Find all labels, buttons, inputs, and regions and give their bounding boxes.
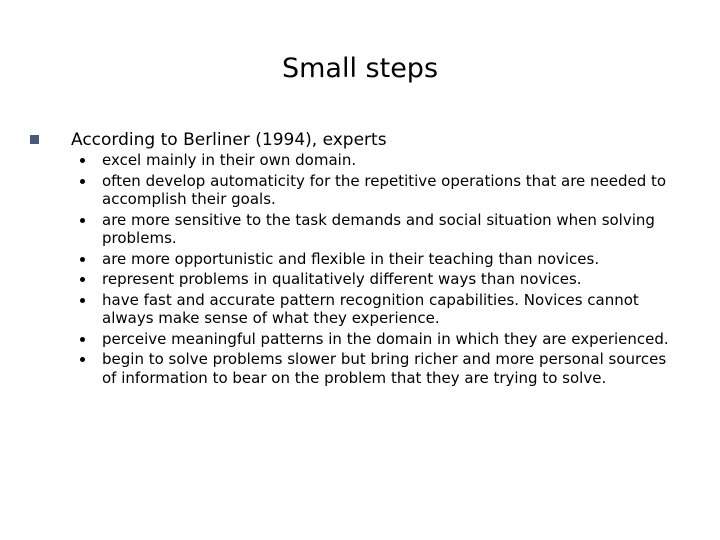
sub-bullet-item [75, 270, 672, 289]
slide-title: Small steps [281, 53, 439, 84]
dot-bullet-icon [80, 257, 85, 262]
sub-bullet-text: are more opportunistic and flexible in their teaching than novices. [102, 249, 600, 268]
sub-bullet-item [75, 211, 672, 248]
dot-bullet-icon [80, 158, 85, 163]
dot-bullet-icon [80, 277, 85, 282]
dot-bullet-icon [80, 357, 85, 362]
sub-bullet-item [75, 151, 672, 170]
sub-bullet-text: are more sensitive to the task demands and social situation when solving problems. [102, 210, 655, 247]
sub-bullet-item [75, 250, 672, 269]
sub-bullet-text: begin to solve problems slower but bring richer and more personal sources of information to bear on the problem that they are trying to solve. [102, 350, 667, 387]
dot-bullet-icon [80, 179, 85, 184]
dot-bullet-icon [80, 337, 85, 342]
sub-bullet-item [75, 330, 672, 349]
sub-bullet-item [75, 291, 672, 328]
sub-bullet-list [75, 151, 690, 389]
sub-bullet-item [75, 172, 672, 209]
sub-bullet-text: represent problems in qualitatively different ways than novices. [102, 270, 582, 288]
dot-bullet-icon [80, 218, 85, 223]
dot-bullet-icon [80, 298, 85, 303]
sub-bullet-text: often develop automaticity for the repetitive operations that are needed to accomplish their goals. [102, 171, 667, 208]
sub-bullet-text: have fast and accurate pattern recognition capabilities. Novices cannot always make sense of what they experience. [102, 290, 639, 327]
main-bullet-text: According to Berliner (1994), experts [71, 130, 387, 150]
sub-bullet-item [75, 350, 672, 387]
square-bullet-icon [30, 135, 39, 144]
sub-bullet-text: perceive meaningful patterns in the domain in which they are experienced. [102, 329, 669, 348]
sub-bullet-text: excel mainly in their own domain. [102, 151, 357, 169]
